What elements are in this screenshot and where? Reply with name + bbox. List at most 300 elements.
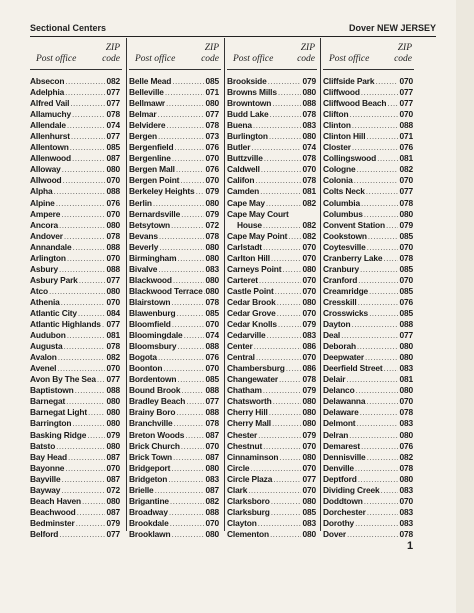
zip-code: 079 bbox=[302, 76, 316, 86]
list-item bbox=[30, 330, 120, 341]
list-item bbox=[129, 109, 219, 120]
list-item bbox=[323, 142, 413, 153]
list-item bbox=[30, 407, 120, 418]
list-item bbox=[30, 87, 120, 98]
zip-code: 070 bbox=[399, 109, 413, 120]
post-office-name: Atlantic Highlands bbox=[30, 319, 101, 330]
list-item bbox=[227, 441, 316, 452]
post-office-name: Budd Lake bbox=[227, 109, 269, 120]
list-item bbox=[227, 209, 316, 220]
post-office-name: Bergenfield bbox=[129, 142, 174, 153]
list-item bbox=[227, 308, 316, 319]
dot-leader bbox=[165, 87, 205, 98]
dot-leader bbox=[180, 175, 204, 186]
zip-code: 076 bbox=[205, 164, 219, 175]
zip-code: 076 bbox=[205, 142, 219, 153]
zip-code: 080 bbox=[205, 462, 219, 473]
dot-leader bbox=[102, 319, 106, 330]
post-office-name: Carlton Hill bbox=[227, 252, 270, 263]
column-header-zip: ZIP bbox=[397, 43, 412, 53]
zip-code: 078 bbox=[205, 230, 219, 241]
column-header-rule bbox=[227, 69, 317, 70]
list-item bbox=[227, 76, 316, 87]
post-office-name: Brigantine bbox=[129, 495, 169, 506]
dot-leader bbox=[79, 275, 106, 286]
zip-code: 077 bbox=[106, 374, 120, 385]
post-office-name: Chatham bbox=[227, 385, 262, 396]
list-item bbox=[227, 518, 316, 529]
list-item bbox=[30, 286, 120, 297]
zip-code: 085 bbox=[205, 374, 219, 385]
zip-code: 070 bbox=[399, 396, 413, 407]
post-office-name: Clarksburg bbox=[227, 506, 270, 517]
zip-code: 078 bbox=[302, 153, 316, 164]
zip-code: 080 bbox=[106, 164, 120, 175]
post-office-name: Chatsworth bbox=[227, 396, 272, 407]
post-office-name: Brooklawn bbox=[129, 528, 171, 539]
post-office-name: Delawanna bbox=[323, 396, 366, 407]
zip-code: 070 bbox=[106, 175, 120, 186]
post-office-name: Clifton bbox=[323, 109, 349, 120]
post-office-name: Changewater bbox=[227, 374, 278, 385]
zip-code: 070 bbox=[302, 252, 316, 263]
list-item bbox=[30, 175, 120, 186]
list-item bbox=[323, 529, 413, 540]
dot-leader bbox=[356, 385, 399, 396]
zip-code: 079 bbox=[302, 429, 316, 440]
zip-code: 086 bbox=[302, 341, 316, 352]
dot-leader bbox=[65, 76, 105, 87]
dot-leader bbox=[263, 242, 302, 253]
zip-code: 079 bbox=[302, 385, 316, 396]
dot-leader bbox=[366, 396, 398, 407]
dot-leader bbox=[277, 308, 302, 319]
header-rule bbox=[30, 36, 436, 37]
dot-leader bbox=[367, 507, 399, 518]
dot-leader bbox=[258, 518, 302, 529]
dot-leader bbox=[75, 385, 106, 396]
post-office-name: Delmont bbox=[323, 418, 356, 429]
post-office-name: Barnegat bbox=[30, 396, 66, 407]
post-office-name: Cinnaminson bbox=[227, 451, 279, 462]
list-item bbox=[323, 308, 413, 319]
list-item bbox=[129, 308, 219, 319]
list-item bbox=[30, 463, 120, 474]
zip-code: 072 bbox=[106, 484, 120, 495]
post-office-column-4 bbox=[323, 76, 413, 540]
list-item bbox=[129, 529, 219, 540]
post-office-name: Carlstadt bbox=[227, 241, 262, 252]
post-office-name: Bloomsbury bbox=[129, 341, 177, 352]
list-item bbox=[129, 198, 219, 209]
dot-leader bbox=[355, 463, 399, 474]
dot-leader bbox=[185, 430, 204, 441]
list-item bbox=[30, 452, 120, 463]
list-item bbox=[30, 98, 120, 109]
zip-code: 078 bbox=[205, 418, 219, 429]
list-item bbox=[227, 142, 316, 153]
dot-leader bbox=[158, 352, 205, 363]
zip-code: 070 bbox=[106, 296, 120, 307]
list-item bbox=[30, 142, 120, 153]
post-office-name: Beachwood bbox=[30, 506, 76, 517]
column-header-1 bbox=[30, 43, 122, 69]
post-office-name: Brick Town bbox=[129, 451, 173, 462]
dot-leader bbox=[263, 441, 301, 452]
post-office-name: Bevans bbox=[129, 230, 158, 241]
dot-leader bbox=[361, 198, 399, 209]
post-office-name: Clementon bbox=[227, 528, 269, 539]
zip-code: 070 bbox=[106, 363, 120, 374]
list-item bbox=[227, 430, 316, 441]
zip-code: 082 bbox=[302, 230, 316, 241]
column-header-code: code bbox=[297, 54, 315, 64]
dot-leader bbox=[384, 363, 399, 374]
list-item bbox=[323, 175, 413, 186]
dot-leader bbox=[54, 186, 106, 197]
column-header-rule bbox=[323, 69, 414, 70]
list-item bbox=[227, 352, 316, 363]
post-office-name: Alpha bbox=[30, 186, 53, 197]
zip-code: 078 bbox=[302, 374, 316, 385]
post-office-column-2 bbox=[129, 76, 219, 540]
list-item bbox=[323, 452, 413, 463]
zip-code: 082 bbox=[205, 495, 219, 506]
zip-code: 080 bbox=[399, 473, 413, 484]
zip-code: 078 bbox=[302, 109, 316, 120]
post-office-name: Asbury Park bbox=[30, 274, 78, 285]
post-office-name: Carteret bbox=[227, 274, 258, 285]
zip-code: 083 bbox=[302, 330, 316, 341]
dot-leader bbox=[256, 352, 302, 363]
list-item bbox=[129, 330, 219, 341]
list-item bbox=[323, 286, 413, 297]
list-item bbox=[323, 87, 413, 98]
zip-code: 083 bbox=[399, 517, 413, 528]
post-office-name: Buena bbox=[227, 120, 252, 131]
dot-leader bbox=[57, 363, 105, 374]
list-item bbox=[129, 418, 219, 429]
dot-leader bbox=[259, 275, 302, 286]
dot-leader bbox=[347, 529, 398, 540]
dot-leader bbox=[67, 330, 106, 341]
list-item bbox=[129, 142, 219, 153]
list-item bbox=[30, 308, 120, 319]
post-office-name: Browns Mills bbox=[227, 87, 277, 98]
list-item bbox=[227, 153, 316, 164]
list-item bbox=[323, 198, 413, 209]
list-item bbox=[227, 297, 316, 308]
post-office-name: Carneys Point bbox=[227, 263, 282, 274]
zip-code: 070 bbox=[106, 462, 120, 473]
zip-code: 079 bbox=[302, 319, 316, 330]
list-item bbox=[129, 507, 219, 518]
dot-leader bbox=[354, 175, 399, 186]
dot-leader bbox=[59, 220, 106, 231]
post-office-name: Chester bbox=[227, 429, 258, 440]
zip-code: 070 bbox=[399, 495, 413, 506]
zip-code: 071 bbox=[399, 131, 413, 142]
zip-code: 076 bbox=[106, 197, 120, 208]
list-item bbox=[227, 341, 316, 352]
dot-leader bbox=[186, 396, 204, 407]
list-item bbox=[227, 186, 316, 197]
post-office-name: Bernardsville bbox=[129, 208, 181, 219]
dot-leader bbox=[72, 153, 105, 164]
dot-leader bbox=[358, 297, 399, 308]
post-office-name: Bayway bbox=[30, 484, 61, 495]
list-item bbox=[227, 452, 316, 463]
list-item bbox=[30, 352, 120, 363]
post-office-name: Cape May bbox=[227, 197, 265, 208]
list-item bbox=[227, 463, 316, 474]
zip-code: 080 bbox=[399, 385, 413, 396]
list-item bbox=[30, 341, 120, 352]
dot-leader bbox=[159, 242, 204, 253]
zip-code: 087 bbox=[205, 451, 219, 462]
zip-code: 080 bbox=[302, 495, 316, 506]
list-item bbox=[129, 463, 219, 474]
dot-leader bbox=[251, 142, 301, 153]
dot-leader bbox=[70, 142, 106, 153]
list-item bbox=[129, 87, 219, 98]
zip-code: 080 bbox=[302, 87, 316, 98]
dot-leader bbox=[56, 198, 106, 209]
column-header-post-office: Post office bbox=[233, 54, 274, 64]
list-item bbox=[30, 507, 120, 518]
zip-code: 077 bbox=[106, 528, 120, 539]
page-edge-shadow bbox=[456, 0, 474, 613]
zip-code: 076 bbox=[399, 296, 413, 307]
list-item bbox=[323, 297, 413, 308]
post-office-name: Adelphia bbox=[30, 87, 65, 98]
dot-leader bbox=[72, 109, 105, 120]
zip-code: 088 bbox=[399, 120, 413, 131]
zip-code: 088 bbox=[205, 506, 219, 517]
column-header-post-office: Post office bbox=[135, 54, 176, 64]
post-office-name: Brainy Boro bbox=[129, 407, 176, 418]
list-item bbox=[129, 264, 219, 275]
list-item bbox=[129, 286, 219, 297]
zip-code: 085 bbox=[399, 285, 413, 296]
post-office-name: Califon bbox=[227, 175, 255, 186]
zip-code: 080 bbox=[399, 429, 413, 440]
post-office-name: Blackwood Terrace bbox=[129, 285, 203, 296]
dot-leader bbox=[383, 253, 398, 264]
post-office-name: Delair bbox=[323, 374, 346, 385]
zip-code: 087 bbox=[205, 484, 219, 495]
list-item bbox=[129, 98, 219, 109]
post-office-name: Blackwood bbox=[129, 274, 172, 285]
dot-leader bbox=[169, 507, 205, 518]
post-office-name: Bridgeton bbox=[129, 473, 168, 484]
post-office-name: Colts Neck bbox=[323, 186, 365, 197]
zip-code: 085 bbox=[399, 230, 413, 241]
zip-code: 078 bbox=[205, 296, 219, 307]
dot-leader bbox=[355, 518, 398, 529]
post-office-name: Belvidere bbox=[129, 120, 166, 131]
zip-code: 085 bbox=[399, 263, 413, 274]
list-item bbox=[323, 496, 413, 507]
zip-code: 088 bbox=[106, 241, 120, 252]
dot-leader bbox=[349, 430, 398, 441]
dot-leader bbox=[351, 319, 398, 330]
dot-leader bbox=[177, 341, 204, 352]
post-office-name: Bedminster bbox=[30, 517, 75, 528]
dot-leader bbox=[59, 529, 105, 540]
list-item bbox=[30, 485, 120, 496]
zip-code: 070 bbox=[302, 484, 316, 495]
post-office-name: Allenwood bbox=[30, 153, 71, 164]
post-office-name: Beverly bbox=[129, 241, 159, 252]
post-office-name: Andover bbox=[30, 230, 63, 241]
dot-leader bbox=[49, 286, 105, 297]
dot-leader bbox=[286, 363, 302, 374]
dot-leader bbox=[364, 209, 399, 220]
dot-leader bbox=[364, 496, 399, 507]
zip-code: 077 bbox=[205, 109, 219, 120]
post-office-name: Center bbox=[227, 341, 253, 352]
zip-code: 074 bbox=[205, 330, 219, 341]
list-item bbox=[323, 209, 413, 220]
dot-leader bbox=[278, 87, 302, 98]
dot-leader bbox=[269, 407, 302, 418]
zip-code: 070 bbox=[205, 440, 219, 451]
post-office-name: Allwood bbox=[30, 175, 62, 186]
list-item bbox=[323, 507, 413, 518]
list-item bbox=[227, 385, 316, 396]
zip-code: 078 bbox=[399, 252, 413, 263]
list-item bbox=[227, 264, 316, 275]
post-office-name: Creamridge bbox=[323, 285, 369, 296]
zip-code: 070 bbox=[399, 76, 413, 86]
zip-code: 080 bbox=[106, 440, 120, 451]
column-header-code: code bbox=[102, 54, 120, 64]
dot-leader bbox=[61, 474, 105, 485]
list-item bbox=[227, 286, 316, 297]
dot-leader bbox=[264, 153, 302, 164]
list-item bbox=[129, 496, 219, 507]
post-office-name: Bogota bbox=[129, 352, 157, 363]
dot-leader bbox=[375, 76, 398, 87]
zip-code: 078 bbox=[399, 528, 413, 539]
zip-code: 080 bbox=[205, 98, 219, 109]
list-item bbox=[30, 275, 120, 286]
dot-leader bbox=[184, 330, 205, 341]
dot-leader bbox=[174, 142, 204, 153]
post-office-name: Coytesville bbox=[323, 241, 366, 252]
zip-code: 080 bbox=[399, 208, 413, 219]
zip-code: 080 bbox=[302, 407, 316, 418]
list-item bbox=[30, 131, 120, 142]
column-divider bbox=[224, 38, 225, 531]
list-item bbox=[227, 175, 316, 186]
post-office-name: Cranford bbox=[323, 274, 358, 285]
post-office-name: Dayton bbox=[323, 319, 351, 330]
post-office-name: Cedar Grove bbox=[227, 307, 276, 318]
post-office-name: Belford bbox=[30, 528, 59, 539]
list-item bbox=[323, 120, 413, 131]
dot-leader bbox=[56, 441, 105, 452]
post-office-name: Crosswicks bbox=[323, 307, 369, 318]
post-office-name: Broadway bbox=[129, 506, 168, 517]
zip-code: 080 bbox=[106, 407, 120, 418]
list-item bbox=[227, 407, 316, 418]
zip-code: 085 bbox=[205, 307, 219, 318]
list-item bbox=[227, 529, 316, 540]
list-item bbox=[323, 385, 413, 396]
zip-code: 078 bbox=[302, 175, 316, 186]
zip-code: 081 bbox=[399, 374, 413, 385]
post-office-name: Bridgeport bbox=[129, 462, 171, 473]
post-office-name: Birmingham bbox=[129, 252, 177, 263]
zip-code: 077 bbox=[106, 319, 120, 330]
list-item bbox=[30, 186, 120, 197]
post-office-name: Basking Ridge bbox=[30, 429, 87, 440]
post-office-name: Bergen Point bbox=[129, 175, 180, 186]
dot-leader bbox=[360, 407, 399, 418]
list-item bbox=[129, 297, 219, 308]
post-office-name: Cliffside Park bbox=[323, 76, 375, 86]
zip-code: 076 bbox=[205, 352, 219, 363]
post-office-name: Alpine bbox=[30, 197, 55, 208]
zip-code: 078 bbox=[106, 230, 120, 241]
dot-leader bbox=[66, 396, 105, 407]
dot-leader bbox=[254, 341, 302, 352]
post-office-name: Castle Point bbox=[227, 285, 274, 296]
list-item bbox=[129, 319, 219, 330]
post-office-name: Bergen bbox=[129, 131, 157, 142]
dot-leader bbox=[271, 496, 302, 507]
post-office-name: Bordentown bbox=[129, 374, 177, 385]
post-office-name: Avenel bbox=[30, 363, 57, 374]
zip-code: 079 bbox=[399, 219, 413, 230]
page-number: 1 bbox=[407, 540, 414, 552]
zip-code: 080 bbox=[302, 418, 316, 429]
post-office-name: Blawenburg bbox=[129, 307, 176, 318]
dot-leader bbox=[62, 164, 106, 175]
post-office-name: Berkeley Heights bbox=[129, 186, 195, 197]
post-office-name: Cedar Knolls bbox=[227, 319, 277, 330]
dot-leader bbox=[381, 485, 399, 496]
list-item bbox=[30, 430, 120, 441]
list-item bbox=[129, 374, 219, 385]
list-item bbox=[323, 352, 413, 363]
dot-leader bbox=[181, 209, 204, 220]
dot-leader bbox=[58, 352, 106, 363]
list-item bbox=[30, 198, 120, 209]
post-office-column-3 bbox=[227, 76, 316, 540]
dot-leader bbox=[267, 330, 302, 341]
post-office-name: Cresskill bbox=[323, 296, 357, 307]
zip-code: 077 bbox=[106, 274, 120, 285]
post-office-name: Closter bbox=[323, 142, 351, 153]
zip-code: 088 bbox=[106, 385, 120, 396]
post-office-name: Demarest bbox=[323, 440, 360, 451]
zip-code: 077 bbox=[399, 186, 413, 197]
dot-leader bbox=[171, 220, 204, 231]
post-office-name: Clinton bbox=[323, 120, 351, 131]
list-item bbox=[323, 418, 413, 429]
list-item bbox=[30, 242, 120, 253]
zip-code: 088 bbox=[106, 263, 120, 274]
dot-leader bbox=[366, 131, 398, 142]
list-item bbox=[30, 120, 120, 131]
dot-leader bbox=[260, 186, 301, 197]
list-item bbox=[227, 330, 316, 341]
post-office-name: Cliffwood Beach bbox=[323, 98, 387, 109]
post-office-name: Camden bbox=[227, 186, 260, 197]
